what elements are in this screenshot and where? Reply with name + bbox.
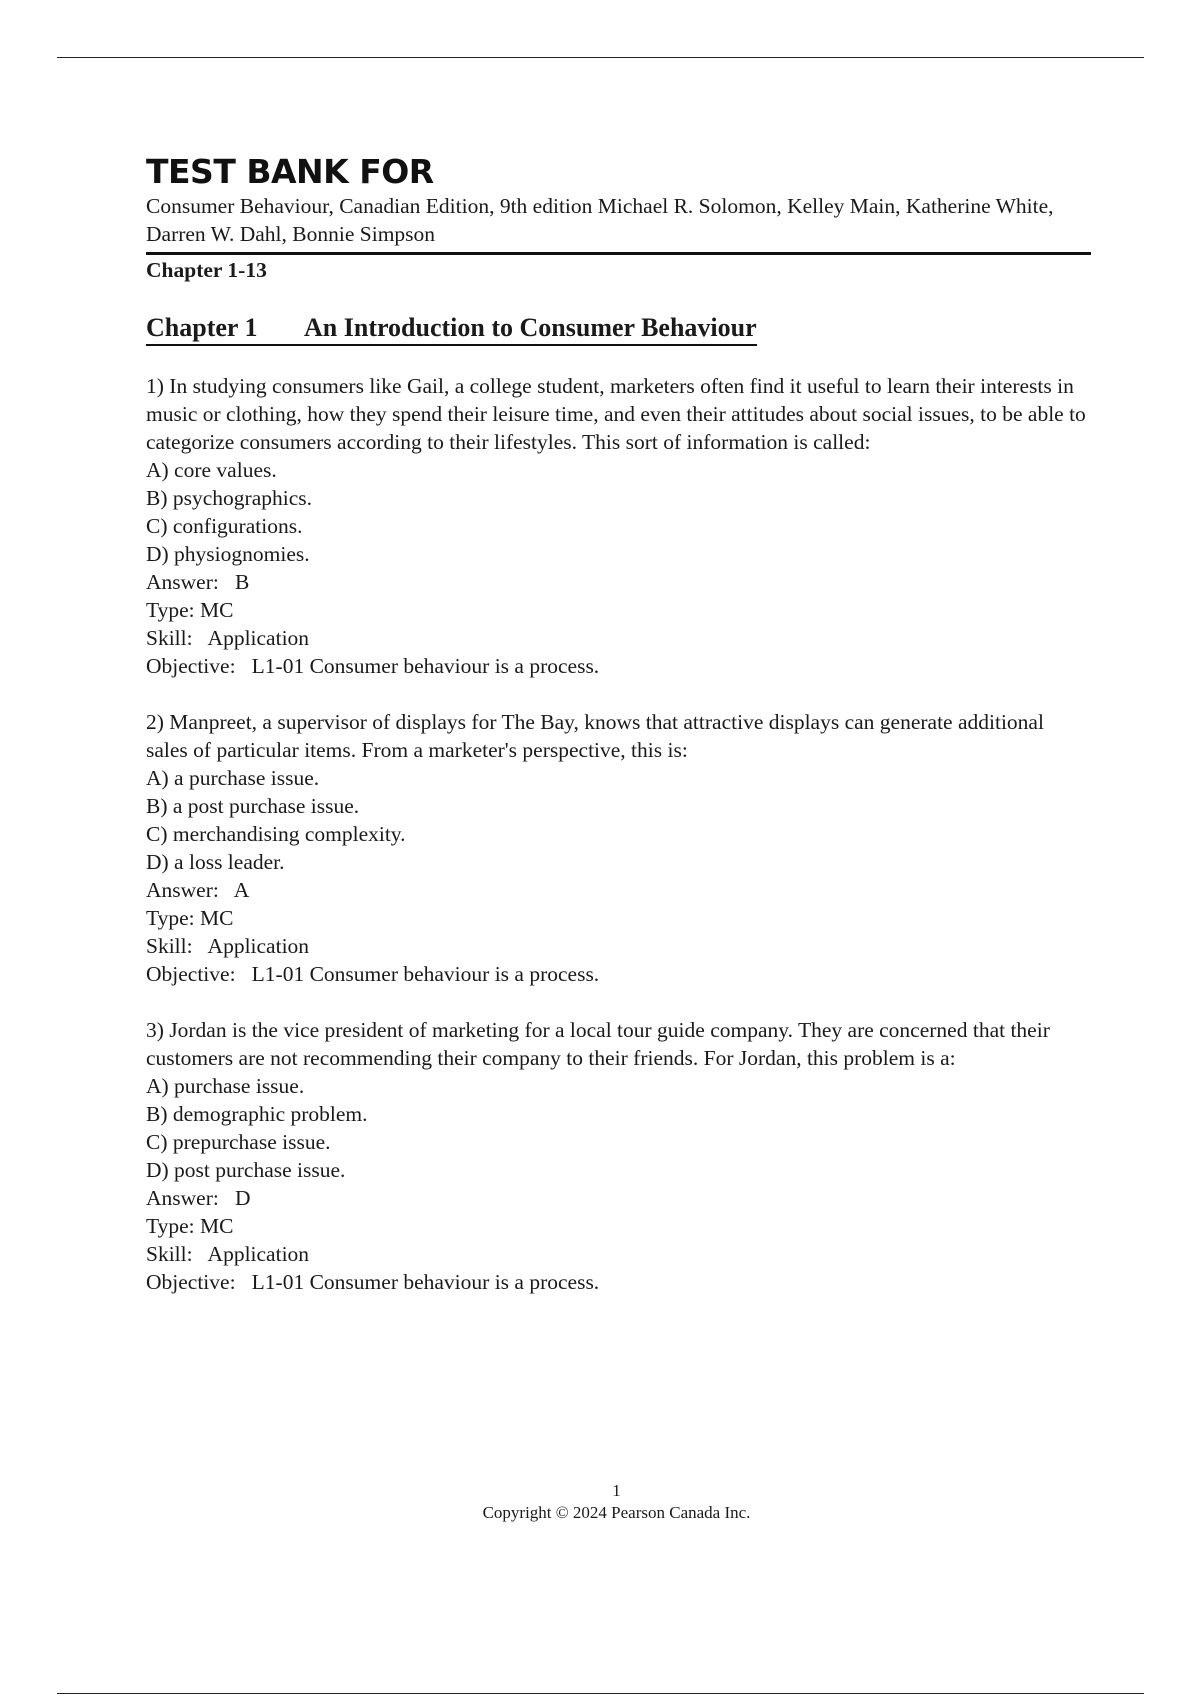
question-type: Type: MC (146, 906, 234, 930)
copyright-notice: Copyright © 2024 Pearson Canada Inc. (482, 1503, 751, 1522)
answer-option: B) demographic problem. (146, 1102, 368, 1126)
question-item (146, 1016, 1091, 1296)
question-stem: 3) Jordan is the vice president of marketing for a local tour guide company. They are concerned that their customers are not recommending their company to their friends. For Jordan, this problem is a: (146, 1018, 1056, 1070)
answer-option: D) physiognomies. (146, 542, 310, 566)
answer-option: C) merchandising complexity. (146, 822, 406, 846)
answer-option: A) purchase issue. (146, 1074, 305, 1098)
question-skill: Skill: Application (146, 934, 310, 958)
answer-option: D) post purchase issue. (146, 1158, 346, 1182)
chapter-heading (146, 312, 757, 346)
answer-key: Answer: D (146, 1186, 251, 1210)
question-objective: Objective: L1-01 Consumer behaviour is a process. (146, 654, 600, 678)
document-title: TEST BANK FOR (146, 152, 434, 191)
question-stem: 1) In studying consumers like Gail, a college student, marketers often find it useful to learn their interests in music or clothing, how they spend their leisure time, and even their attitudes about social issues, to be able to categorize consumers according to their lifestyles. This sort of information is called: (146, 374, 1092, 454)
question-type: Type: MC (146, 598, 234, 622)
question-objective: Objective: L1-01 Consumer behaviour is a process. (146, 962, 600, 986)
question-skill: Skill: Application (146, 626, 310, 650)
question-item (146, 708, 1091, 988)
bottom-rule (57, 1693, 1144, 1694)
answer-option: C) configurations. (146, 514, 303, 538)
question-item (146, 372, 1091, 680)
answer-option: A) a purchase issue. (146, 766, 320, 790)
top-rule (57, 57, 1144, 58)
answer-option: B) a post purchase issue. (146, 794, 360, 818)
chapter-range: Chapter 1-13 (146, 258, 267, 282)
answer-option: C) prepurchase issue. (146, 1130, 331, 1154)
chapter-title: An Introduction to Consumer Behaviour (304, 313, 757, 342)
answer-key: Answer: A (146, 878, 250, 902)
question-type: Type: MC (146, 1214, 234, 1238)
page-number: 1 (612, 1481, 621, 1500)
answer-option: B) psychographics. (146, 486, 312, 510)
question-stem: 2) Manpreet, a supervisor of displays for The Bay, knows that attractive displays can generate additional sales of particular items. From a marketer's perspective, this is: (146, 710, 1050, 762)
chapter-number: Chapter 1 (146, 313, 258, 342)
answer-key: Answer: B (146, 570, 250, 594)
book-subtitle: Consumer Behaviour, Canadian Edition, 9th edition Michael R. Solomon, Kelley Main, Katherine White, Darren W. Dahl, Bonnie Simpson (146, 194, 1054, 246)
question-list (146, 372, 1091, 1296)
document-page (146, 152, 1091, 1324)
answer-option: D) a loss leader. (146, 850, 285, 874)
question-objective: Objective: L1-01 Consumer behaviour is a process. (146, 1270, 600, 1294)
question-skill: Skill: Application (146, 1242, 310, 1266)
page-footer (0, 1480, 1200, 1524)
answer-option: A) core values. (146, 458, 277, 482)
title-divider (146, 252, 1091, 255)
